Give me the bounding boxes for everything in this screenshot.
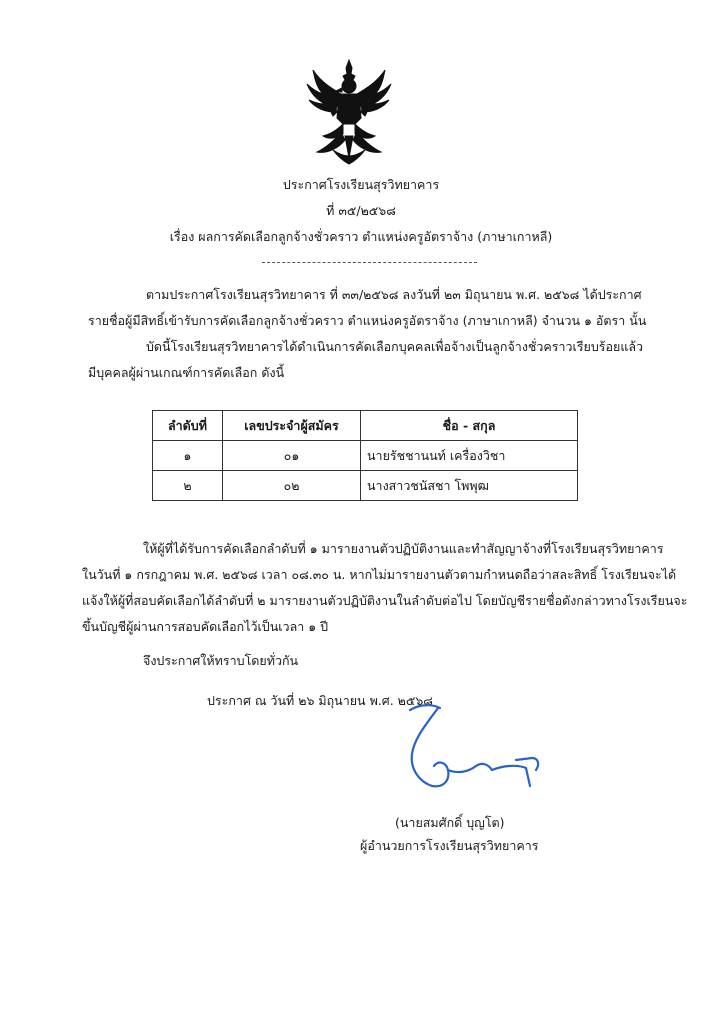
para2-line1: บัดนี้โรงเรียนสุรวิทยาคารได้ดำเนินการคัดเลือกบุคคลเพื่อจ้างเป็นลูกจ้างชั่วคราวเรียบร้อยแล้ว <box>146 339 644 354</box>
announcement-subject: เรื่อง ผลการคัดเลือกลูกจ้างชั่วคราว ตำแหน่งครูอัตราจ้าง (ภาษาเกาหลี) <box>169 229 553 244</box>
table-row <box>153 441 578 471</box>
garuda-emblem-icon <box>303 58 395 166</box>
signer-name: (นายสมศักดิ์ บุญโต) <box>395 815 505 830</box>
para1-line1: ตามประกาศโรงเรียนสุรวิทยาคาร ที่ ๓๓/๒๕๖๘ ลงวันที่ ๒๓ มิถุนายน พ.ศ. ๒๕๖๘ ได้ประกาศ <box>146 287 642 302</box>
header-full-name: ชื่อ - สกุล <box>361 411 578 441</box>
row-order: ๒ <box>153 471 223 501</box>
instructions-line4: ขึ้นบัญชีผู้ผ่านการสอบคัดเลือกไว้เป็นเวลา ๑ ปี <box>82 619 329 634</box>
results-table <box>152 410 578 501</box>
para2-line2: มีบุคคลผู้ผ่านเกณฑ์การคัดเลือก ดังนี้ <box>88 365 285 380</box>
header-order: ลำดับที่ <box>153 411 223 441</box>
row-applicant-number: ๐๒ <box>223 471 361 501</box>
instructions-line1: ให้ผู้ที่ได้รับการคัดเลือกลำดับที่ ๑ มารายงานตัวปฏิบัติงานและทำสัญญาจ้างที่โรงเรียนสุรวิทยาคาร <box>143 541 664 556</box>
table-row <box>153 471 578 501</box>
table-header-row <box>153 411 578 441</box>
closing-statement: จึงประกาศให้ทราบโดยทั่วกัน <box>143 653 299 668</box>
announcement-date: ประกาศ ณ วันที่ ๒๖ มิถุนายน พ.ศ. ๒๕๖๘ <box>207 693 433 708</box>
header-divider <box>262 262 477 263</box>
header-applicant-number: เลขประจำผู้สมัคร <box>223 411 361 441</box>
row-full-name: นางสาวชนัสชา โพพุฒ <box>361 471 578 501</box>
signature-icon <box>398 700 563 800</box>
row-applicant-number: ๐๑ <box>223 441 361 471</box>
instructions-line2: ในวันที่ ๑ กรกฎาคม พ.ศ. ๒๕๖๘ เวลา ๐๘.๓๐ น. หากไม่มารายงานตัวตามกำหนดถือว่าสละสิทธิ์ โรงเรียนจะได้ <box>82 567 677 582</box>
instructions-line3: แจ้งให้ผู้ที่สอบคัดเลือกได้ลำดับที่ ๒ มารายงานตัวปฏิบัติงานในลำดับต่อไป โดยบัญชีรายชื่อดังกล่าวทางโรงเรียนจะ <box>82 593 688 608</box>
row-full-name: นายรัชชานนท์ เครื่องวิชา <box>361 441 578 471</box>
row-order: ๑ <box>153 441 223 471</box>
announcement-number: ที่ ๓๕/๒๕๖๘ <box>326 203 396 218</box>
signer-position: ผู้อำนวยการโรงเรียนสุรวิทยาคาร <box>360 838 539 853</box>
para1-line2: รายชื่อผู้มีสิทธิ์เข้ารับการคัดเลือกลูกจ้างชั่วคราว ตำแหน่งครูอัตราจ้าง (ภาษาเกาหลี) จำนวน ๑ อัตรา นั้น <box>88 313 647 328</box>
issuer-title: ประกาศโรงเรียนสุรวิทยาคาร <box>282 177 440 192</box>
